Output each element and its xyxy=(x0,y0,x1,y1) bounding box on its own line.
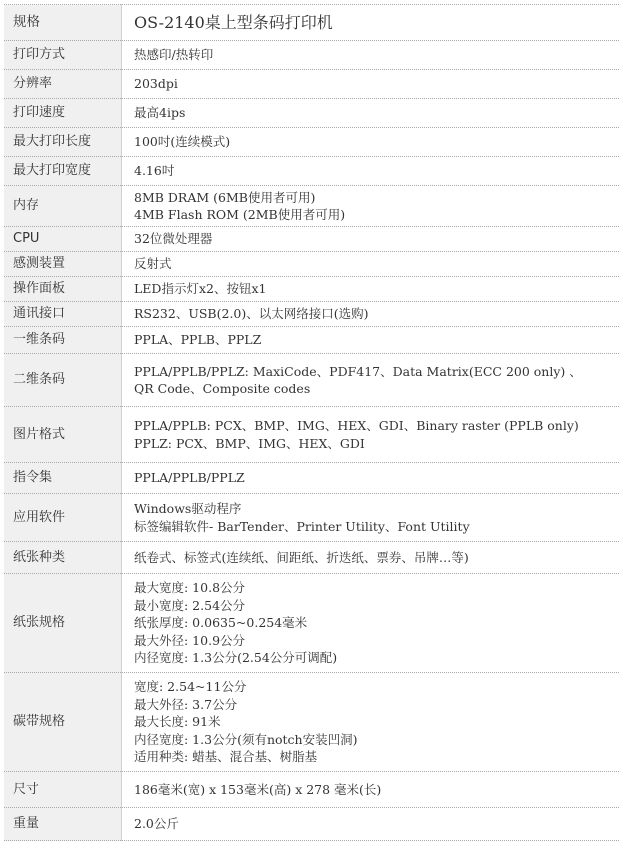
spec-label: 打印速度 xyxy=(4,99,122,128)
spec-row xyxy=(4,128,619,157)
spec-row xyxy=(4,327,619,354)
spec-label: 重量 xyxy=(4,808,122,841)
spec-row xyxy=(4,673,619,772)
spec-value xyxy=(122,157,620,186)
spec-value-line: 最大长度: 91米 xyxy=(134,714,221,730)
spec-label: 图片格式 xyxy=(4,407,122,463)
spec-value-line: PPLA、PPLB、PPLZ xyxy=(134,332,262,348)
spec-value xyxy=(122,494,620,542)
spec-value-line: 最小宽度: 2.54公分 xyxy=(134,597,246,613)
spec-row xyxy=(4,5,619,41)
spec-label: 感测装置 xyxy=(4,252,122,277)
spec-row xyxy=(4,41,619,70)
spec-value-line: 4MB Flash ROM (2MB使用者可用) xyxy=(134,207,346,222)
spec-value-line: 186毫米(宽) x 153毫米(高) x 278 毫米(长) xyxy=(134,781,382,797)
spec-row xyxy=(4,277,619,302)
spec-value-line: 2.0公斤 xyxy=(134,816,179,832)
spec-value-line: 适用种类: 蜡基、混合基、树脂基 xyxy=(134,749,318,765)
spec-value-line: 内径宽度: 1.3公分(须有notch安装凹洞) xyxy=(134,731,358,747)
spec-row xyxy=(4,542,619,574)
spec-row xyxy=(4,99,619,128)
spec-value-line: 最大外径: 3.7公分 xyxy=(134,696,238,712)
spec-label: 指令集 xyxy=(4,463,122,494)
spec-label: 纸张规格 xyxy=(4,574,122,673)
spec-value xyxy=(122,227,620,252)
spec-value-line: 4.16吋 xyxy=(134,163,175,179)
spec-value xyxy=(122,128,620,157)
spec-row xyxy=(4,157,619,186)
spec-label: 应用软件 xyxy=(4,494,122,542)
spec-value xyxy=(122,354,620,407)
spec-row xyxy=(4,772,619,808)
spec-row xyxy=(4,70,619,99)
spec-value-line: QR Code、Composite codes xyxy=(134,381,311,396)
spec-value-line: RS232、USB(2.0)、以太网络接口(选购) xyxy=(134,306,369,322)
spec-row xyxy=(4,463,619,494)
spec-row xyxy=(4,407,619,463)
spec-value-line: 100吋(连续模式) xyxy=(134,134,231,150)
spec-label: 分辨率 xyxy=(4,70,122,99)
spec-label: 操作面板 xyxy=(4,277,122,302)
spec-value-line: Windows驱动程序 xyxy=(134,501,242,516)
spec-value-line: PPLZ: PCX、BMP、IMG、HEX、GDI xyxy=(134,435,365,451)
spec-value-line: 最大宽度: 10.8公分 xyxy=(134,580,246,596)
spec-value-line: 宽度: 2.54~11公分 xyxy=(134,679,247,695)
spec-value xyxy=(122,673,620,772)
spec-value-line: 最大外径: 10.9公分 xyxy=(134,632,246,648)
spec-label: 二维条码 xyxy=(4,354,122,407)
spec-value xyxy=(122,41,620,70)
spec-value xyxy=(122,574,620,673)
spec-value-line: 纸卷式、标签式(连续纸、间距纸、折迭纸、票券、吊牌…等) xyxy=(134,549,469,565)
spec-label: 碳带规格 xyxy=(4,673,122,772)
spec-row xyxy=(4,494,619,542)
spec-row xyxy=(4,354,619,407)
spec-table-body xyxy=(4,5,619,841)
spec-value-line: 8MB DRAM (6MB使用者可用) xyxy=(134,189,316,205)
spec-row xyxy=(4,808,619,841)
spec-value-line: LED指示灯x2、按钮x1 xyxy=(134,281,267,297)
spec-value-line: 203dpi xyxy=(134,76,178,92)
spec-value-line: 纸张厚度: 0.0635~0.254毫米 xyxy=(134,615,308,631)
spec-value-line: PPLA/PPLB/PPLZ: MaxiCode、PDF417、Data Matrix(ECC 200 only) 、 xyxy=(134,363,582,379)
spec-value xyxy=(122,327,620,354)
spec-value xyxy=(122,277,620,302)
spec-label: 尺寸 xyxy=(4,772,122,808)
spec-row xyxy=(4,302,619,327)
spec-value xyxy=(122,463,620,494)
spec-label: 内存 xyxy=(4,186,122,227)
spec-label: 通讯接口 xyxy=(4,302,122,327)
spec-label: 规格 xyxy=(4,5,122,41)
spec-label: 打印方式 xyxy=(4,41,122,70)
spec-table xyxy=(4,4,619,841)
spec-row xyxy=(4,252,619,277)
spec-label: 最大打印宽度 xyxy=(4,157,122,186)
spec-row xyxy=(4,227,619,252)
spec-value xyxy=(122,302,620,327)
spec-value-line: 32位微处理器 xyxy=(134,231,213,247)
spec-value-line: 内径宽度: 1.3公分(2.54公分可调配) xyxy=(134,650,338,666)
spec-value xyxy=(122,70,620,99)
spec-value xyxy=(122,407,620,463)
spec-value-line: PPLA/PPLB: PCX、BMP、IMG、HEX、GDI、Binary raster (PPLB only) xyxy=(134,418,579,433)
spec-row xyxy=(4,574,619,673)
spec-value xyxy=(122,252,620,277)
spec-label: 最大打印长度 xyxy=(4,128,122,157)
spec-value xyxy=(122,808,620,841)
spec-value xyxy=(122,99,620,128)
spec-label: CPU xyxy=(4,227,122,252)
spec-label: 纸张种类 xyxy=(4,542,122,574)
spec-value-line: OS-2140桌上型条码打印机 xyxy=(134,12,333,32)
spec-value xyxy=(122,5,620,41)
spec-value xyxy=(122,542,620,574)
spec-value xyxy=(122,772,620,808)
spec-label: 一维条码 xyxy=(4,327,122,354)
spec-value-line: 热感印/热转印 xyxy=(134,47,214,63)
spec-value-line: 标签编辑软件- BarTender、Printer Utility、Font Utility xyxy=(134,518,470,534)
spec-value-line: 反射式 xyxy=(134,256,172,272)
spec-value-line: PPLA/PPLB/PPLZ xyxy=(134,470,245,486)
spec-value-line: 最高4ips xyxy=(134,105,186,121)
spec-value xyxy=(122,186,620,227)
spec-row xyxy=(4,186,619,227)
